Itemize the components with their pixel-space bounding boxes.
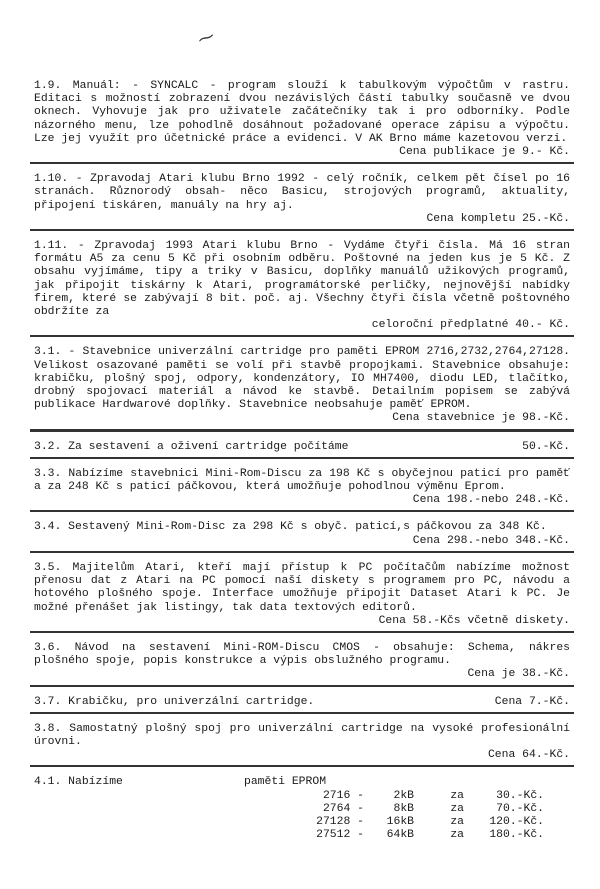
item-text: 3.2. Za sestavení a oživení cartridge počítáme [34, 440, 349, 453]
chip-price: 30.-Kč. [496, 789, 544, 802]
chip-size: 16kB [386, 815, 414, 828]
item-4-1 [30, 774, 574, 845]
item-text: 1.10. - Zpravodaj Atari klubu Brno 1992 - celý ročník, celkem pět čísel po 16 stranách. Různorodý obsah- něco Basicu, strojových programů, aktuality, připojení tiskáren, manuály na hry aj. [34, 173, 570, 212]
chip-size: 8kB [393, 802, 414, 815]
chip-za: za [450, 815, 464, 828]
eprom-table [34, 776, 570, 789]
eprom-row [34, 803, 570, 816]
chip-size: 64kB [386, 829, 414, 842]
chip-type: 2764 - [322, 802, 364, 815]
item-price: Cena je 38.-Kč. [467, 668, 570, 681]
item-price: Cena 7.-Kč. [494, 695, 570, 708]
eprom-row [34, 790, 570, 803]
item-1-10 [30, 171, 574, 231]
item-price: Cena 64.-Kč. [487, 749, 570, 762]
chip-price: 120.-Kč. [489, 815, 544, 828]
item-price: Cena stavebnice je 98.-Kč. [392, 412, 570, 425]
item-3-4 [30, 519, 574, 552]
item-3-7 [30, 694, 574, 714]
item-text: 1.11. - Zpravodaj 1993 Atari klubu Brno - Vydáme čtyři čísla. Má 16 stran formátu A5 za cenu 5 Kč při osobním odběru. Poštovné na jeden kus je 5 Kč. Z obsahu vyjímáme, tipy a triky v Basicu, doplňky manuálů užikových programů, jak připojit tiskárny k Atari, programátorské perličky, nejnovější nabídky firem, které se zabývají 8 bit. poč. aj. Všechny čtyři čísla včetně poštovného obdržíte za [34, 240, 570, 319]
item-3-2 [30, 439, 574, 459]
chip-type: 27512 - [316, 829, 364, 842]
item-text: 3.7. Krabičku, pro univerzální cartridge. [34, 695, 315, 708]
chip-type: 2716 - [322, 789, 364, 802]
eprom-row [34, 816, 570, 829]
chip-za: za [450, 829, 464, 842]
chip-price: 180.-Kč. [489, 829, 544, 842]
item-text: 1.9. Manuál: - SYNCALC - program slouží k tabulkovým výpočtům v rastru. Editaci s možností zobrazení dvou nezávislých částí tabulky současně ve dvou oknech. Vyhovuje jak pro uživatele začátečníky tak i pro odborníky. Podle názorného menu, lze pohodlně dosáhnout požadované operace zápisu a výpočtu. Lze jej využít pro účetnické práce a evidenci. V AK Brno máme kazetovou verzi. [34, 80, 570, 145]
item-price: Cena 298.-nebo 348.-Kč. [412, 534, 570, 547]
item-text: 3.6. Návod na sestavení Mini-ROM-Discu CMOS - obsahuje: Schema, nákres plošného spoje, popis konstrukce a výpis obslužného programu. [34, 641, 570, 668]
table-header: paměti EPROM [244, 776, 327, 789]
item-price: 50.-Kč. [522, 440, 570, 453]
item-3-1 [30, 344, 574, 431]
item-1-9 [30, 78, 574, 164]
item-text: 3.8. Samostatný plošný spoj pro univerzální cartridge na vysoké profesionální úrovni. [34, 722, 570, 748]
eprom-row [34, 829, 570, 842]
item-text: 3.5. Majitelům Atari, kteří mají přístup k PC počítačům nabízíme možnost přenosu dat z Atari na PC pomocí naší diskety s programem pro PC, návodu a hotového plošného spoje. Interface umožňuje připojit Dataset Atari k PC. Je možné přenášet jak listingy, tak data textových editorů. [34, 561, 570, 614]
chip-price: 70.-Kč. [496, 802, 544, 815]
chip-za: za [450, 802, 464, 815]
handwritten-mark: ⁓ [195, 27, 217, 51]
item-price: Cena 198.-nebo 248.-Kč. [412, 494, 570, 507]
item-price: Cena publikace je 9.- Kč. [399, 146, 570, 159]
price-list [30, 78, 574, 852]
item-1-11 [30, 238, 574, 337]
item-3-8 [30, 721, 574, 768]
item-text: 3.3. Nabízíme stavebnici Mini-Rom-Discu za 198 Kč s obyčejnou paticí pro paměť a za 248 Kč s paticí páčkovou, která umožňuje pohodlnou výměnu Eprom. [34, 467, 570, 494]
item-3-5 [30, 560, 574, 633]
chip-type: 27128 - [316, 815, 364, 828]
item-3-3 [30, 466, 574, 513]
chip-za: za [450, 789, 464, 802]
chip-size: 2kB [393, 789, 414, 802]
item-price: Cena kompletu 25.-Kč. [426, 212, 570, 225]
item-text: 3.4. Sestavený Mini-Rom-Disc za 298 Kč s obyč. paticí,s páčkovou za 348 Kč. [34, 521, 547, 534]
item-label: 4.1. Nabízíme [34, 776, 123, 789]
item-text: 3.1. - Stavebnice univerzální cartridge pro paměti EPROM 2716,2732,2764,27128. Velikost osazované paměti se volí při stavbě propojkami. Stavebnice obsahuje: krabičku, plošný spoj, odpory, kondenzátory, IO MH7400, diodu LED, tlačítko, drobný spojovací materiál a návod ke stavbě. Detailním popisem se zabývá publikace Hardwarové doplňky. Stavebnice neobsahuje paměť EPROM. [34, 346, 570, 412]
item-3-6 [30, 640, 574, 687]
item-price: celoroční předplatné 40.- Kč. [371, 319, 570, 332]
item-price: Cena 58.-Kčs včetně diskety. [378, 614, 570, 627]
